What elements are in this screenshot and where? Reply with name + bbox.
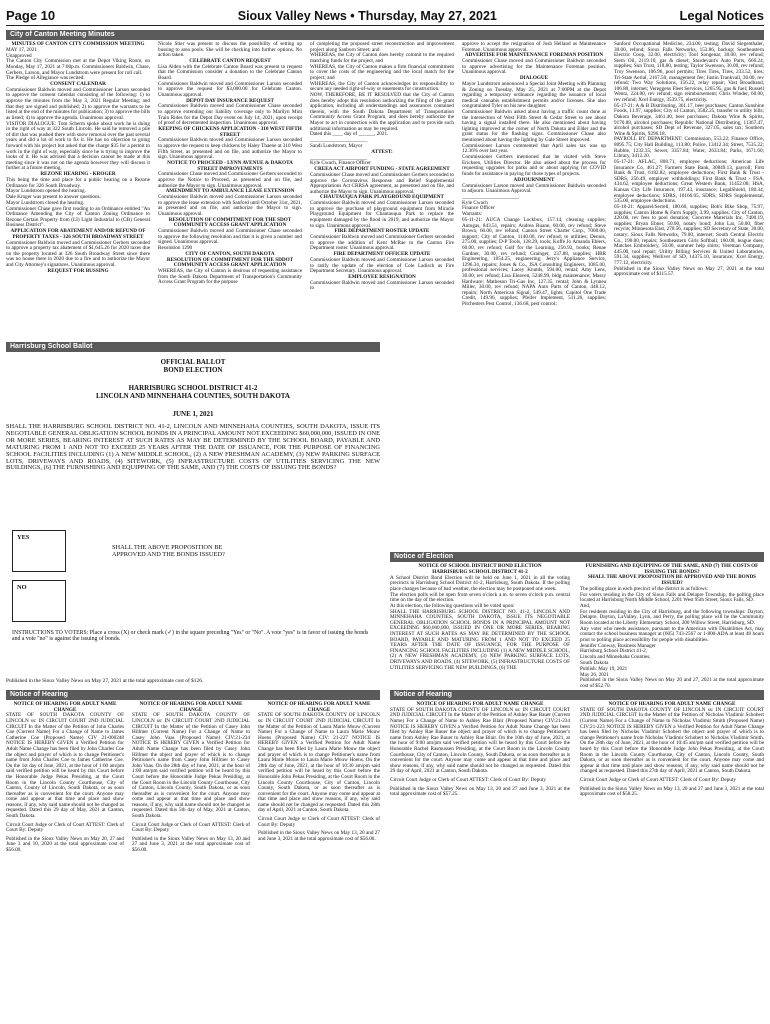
hearing-signature: Circuit Court Judge or Clerk of Court ATTEST: Clerk of Court By: Deputy [6, 821, 124, 834]
ballot-question: SHALL THE ABOVE PROPOSITION BE APPROVED AND THE BONDS ISSUED? [112, 544, 225, 558]
paragraph: WHEREAS, the City of Canton is desirous of requesting assistance from the South Dakota Department of Transportation's Community Access Grant Program for the purpose [158, 267, 302, 286]
hearing-signature: Circuit Court Judge or Clerk of Court ATTEST: Clerk of Court By: Deputy [132, 821, 250, 834]
paragraph: Kyle Cwach, Finance Officer [310, 160, 371, 167]
official-ballot [6, 354, 380, 674]
hearing-title: NOTICE OF HEARING FOR ADULT NAME CHANGE [267, 701, 371, 713]
paragraph: Dated this ____ day of ______, 2021. [310, 131, 389, 138]
hearing-title: NOTICE OF HEARING FOR ADULT NAME CHANGE [608, 701, 736, 707]
hearing-published: Published in the Sioux Valley News on May 13, 20 and 27 and June 3, 2021 at the total approximate cost of $56.00. [132, 835, 250, 854]
paragraph: CELEBRATE CANTON REQUEST [189, 57, 271, 64]
paragraph: Commissioner Baldwin moved and Commissioner Chase seconded to approve the following resolution and that it is given a number and signed. Unanimous approval. [158, 228, 302, 246]
paragraph: Commissioner Baldwin moved and Commissioner Gerbers seconded to approve the addition of Kent McRae to the Canton Fire Department roster. Unanimous approval. [310, 234, 454, 252]
paragraph: CREEA ACT AIRPORT FUNDING - STATE AGREEMENT [314, 166, 450, 173]
paragraph: Commissioner Baldwin moved and Commissioner Larson seconded to approve the lease extension with Sanford until October 31st, 2021, as presented and on file, and authorize the Mayor to sign. Unanimous approval. [158, 194, 302, 217]
paragraph: Published in the Sioux Valley News on May 20 and 27, 2021 at the total approximate cost of $52.70. [580, 677, 764, 689]
yes-checkbox[interactable] [12, 530, 66, 572]
page-number: Page 10 [6, 8, 56, 23]
paragraph: NOTICE OF SCHOOL DISTRICT BOND ELECTION [418, 563, 542, 569]
paragraph: South Dakota [580, 659, 609, 666]
hearing-notice-3 [258, 702, 380, 1020]
paragraph: FIRE DEPARTMENT OFFICER UPDATE [333, 251, 431, 258]
section-title: Legal Notices [679, 8, 764, 23]
paragraph: Lincoln and Minnehaha Counties, [580, 654, 651, 661]
paragraph: APPLICATION FOR ABATEMENT AND/OR REFUND OF PROPERTY TAXES - 326 SOUTH BROADWAY STREET [10, 228, 146, 240]
minutes-column-2 [158, 42, 302, 342]
paragraph: Commissioner Baldwin moved and Commissioner Larson seconded to approve the request to keep chickens by Haley Thaene at 310 West Fifth Street, as presented and on file, and authorize the Mayor to sign. Unanimous approval. [158, 137, 303, 161]
paragraph: ADVERTISE FOR MAINTENANCE FOREMAN POSITION [464, 52, 604, 59]
paragraph: DEPOT DAY INSURANCE REQUEST [186, 97, 274, 104]
paragraph: For residents residing in the City of Harrisburg, and the following townships: Dayton, Delapre, Dayton, LaValley, Lynn, and Perry, the polling place will be the Community Room located at the Liberty Elementary School, 200 Willow Street, Harrisburg, SD. [580, 608, 764, 626]
paragraph: KEEPING OF CHICKENS APPLICATION - 310 WEST FIFTH STREET [158, 126, 302, 138]
paragraph: WHEREAS, the City of Canton makes a firm financial commitment to cover the costs of the engineering and the local match for the project; and [310, 63, 454, 81]
paragraph: Commissioner Baldwin asked about having a traffic count done at the intersection of West Fifth Street & Cedar Street to see about having a signal installed there. He also mentioned about having lighting improved at the corner of North Dakota and Elder and the grant status for the flashing signs. Commissioner Chase also mentioned about having the lighting by Gale Street improved. [462, 109, 606, 144]
paragraph: CITY OF CANTON, SOUTH DAKOTA [185, 250, 275, 257]
paragraph: HARRISBURG SCHOOL DISTRICT 41-2 [432, 568, 528, 575]
hearing-section-bar-right: Notice of Hearing [390, 690, 764, 700]
paragraph: DIALOGUE [519, 75, 549, 82]
paragraph: Resolution 1290 [158, 245, 193, 251]
paragraph: Mayor Lundstrom opened the hearing. [6, 188, 86, 195]
paragraph: Commissioner Chase moved and Commissioner Gerbers seconded to approve the Coronavirus Response and Relief Supplemental Appropriations Act CRRSA agreement, as presented and on file, and authorize the Mayor to sign. Unanimous approval. [310, 171, 454, 195]
hearing-body: STATE OF SOUTH DAKOTA COUNTY OF LINCOLN ss: IN CIRCUIT COURT 2ND JUDICIAL CIRCUIT In the Matter of the Petition of Casey John Hillmer (Current Name) For a Change of Name to Casey John Vaas (Proposed Name) CIV:21-234 NOTICE IS HEREBY GIVEN a Verified Petition for Adult Name Change has been filed by Casey John Hillmer the object and prayer of which is to change Petitioner's name from Casey John Hillmer to Casey John Vaas. On the 28th day of June, 2021, at the hour of 1:00 am/pm said verified petition will be heard by this Court before the Honorable Judge Pekas Presiding, at the Court Room in the Lincoln County Courthouse, City of Canton, Lincoln County, South Dakota, or as soon thereafter as is convenient for the court. Anyone may come and appear at that time and place and show reasons, if any, why said name should not be changed as requested. Dated this 5th day of May, 2021 at Canton, South Dakota. [132, 712, 250, 820]
hearing-title: NOTICE OF HEARING FOR ADULT NAME CHANGE [13, 701, 117, 713]
paragraph: 05-17-21: A & B Distributing, 361.17, beer purchases; Canton Sunshine Foods, 11.97, supplies; City of Canton, 3582.25, transfer to utility bills; Dakota Beverage, 3461.40, beer purchases; Dakota Wine & Spirits, 9170.88, alcohol purchases; Republic National Distributing, 11367.47, alcohol purchases; SD Dept of Revenue, 327.05, sales tax; Southern Wine & Spirits, 9296.18. [614, 102, 764, 137]
paragraph: Commissioner Gerbers mentioned that he visited with Steve Ericksen, Utilities Director. He also asked about the process for requesting upgrades for parks and or about applying for COVID funds for assistance in paying for those types of projects. [462, 154, 606, 177]
paragraph: Commissioner Baldwin moved and Commissioner Gerbers seconded to approve a property tax abatement of $1,645.26 for 2020 taxes due on the property located at 326 South Broadway Street since there was no house there in 2020 due to a fire and to authorize the Mayor and City Attorney's signatures. Unanimous approval. [6, 239, 150, 268]
hearing-signature: Circuit Court Judge or Clerk of Court ATTEST: Clerk of Court By: Deputy [390, 776, 546, 783]
hearing-notice-4 [390, 702, 570, 1020]
newspaper-title: Sioux Valley News • Thursday, May 27, 2021 [237, 9, 497, 23]
paragraph: The election polls will be open from seven o'clock a.m. to seven o'clock p.m. central time on the day of the election. [390, 591, 570, 604]
paragraph: Nicole Stier was present to discuss the possibility of setting up bussing to area pools. She will be checking into further options. No action taken. [158, 41, 302, 59]
paragraph: FIRE DEPARTMENT ROSTER UPDATE [334, 228, 430, 235]
paragraph: REQUEST FOR BUSSING [47, 267, 109, 274]
ballot-date: JUNE 1, 2021 [172, 410, 214, 418]
hearing-notice-5 [580, 702, 764, 1020]
ballot-title: OFFICIAL BALLOT BOND ELECTION [160, 358, 226, 374]
paragraph: ______________________ [462, 193, 520, 200]
paragraph: NOW, THEREFORE, BE IT RESOLVED that the City of Canton does hereby adopt this resolution authorizing the filing of the grant application, including all understandings and assurances contained therein, with the South Dakota Department of Transportation Community Access Grant Program, and does hereby authorize the Mayor to act in connection with the application and to provide such additional information as may be required. [310, 92, 454, 132]
hearing-published: Published in the Sioux Valley News on May 13, 20 and 27 and June 3, 2021 at the total approximate cost of $57.25. [390, 785, 570, 798]
paragraph: Kyle Cwach [462, 199, 488, 206]
minutes-column-1 [6, 42, 150, 342]
paragraph: Commissioner Baldwin moved and Commissioner Larson seconded to approve the purchase of playground equipment from Miracle Playground Equipment for Chautauqua Park to replace the equipment damaged by the flood in 2019, and authorize the Mayor to sign. Unanimous approval. [310, 200, 454, 229]
paragraph: Sanford Occupational Medicine, 234.00, testing; David Siegenthaler, 30.00, refund; Sioux Falls Networks, 153.86, backup; Southeastern Electric Coop, 32.00, electricity; Tool Songenar, 30.00, rev refund; Stern Oil, 2119.10, gas & diesel; Sturdevant's Auto Parts, 666.24, supplies; Sun Trust, 118.80, testing; Taylor Swenson, 30.00, rev refund; Troy Swenson, 106.96, pool permits; Tires Tires, Tires, 233.52, tires; Tri-State Aerial, 2167.50, management fee; Justin Trankvall, 30.00, rev refund; Two Way Solutions, 156.22, relay repair; Vast Broadband, 106.80, internet; Vereggens Fleet Services, 1265.95, gas & fuel; Russell Wentz, 224.00, rev refund; sign reimbursement; Chris Winder, 60.00, rev refund; Xcel Energy, 3539.75, electricity. [614, 41, 764, 103]
paragraph: approve to accept the resignation of Josh Helland as Maintenance Foreman. Unanimous approval. [462, 41, 606, 53]
paragraph: WHEREAS, the City of Canton does hereby commit to the required matching funds for the project, and [310, 52, 454, 64]
voter-instructions: INSTRUCTIONS TO VOTERS: Place a cross (X) or check mark (✓) in the square preceding "Yes" or "No". A vote "yes" is in favor of issuing the bonds and a vote "no" is against the issuing of bonds. [12, 630, 369, 643]
paragraph: ATTEST: [371, 148, 393, 155]
paragraph: Any voter who needs assistance, pursuant to the American with Disabilities Act, may contact the school business manager at (605) 743-2567 or 1-800-ADA at least 48 hours prior to polling place accessibility for people with disabilities. [580, 625, 764, 643]
paragraph: Warrants: [462, 211, 483, 218]
paragraph: Sandi Lundstrom, Mayor [310, 143, 363, 149]
paragraph: May 26, 2021 [580, 671, 609, 678]
paragraph: WHEREAS, the City of Canton acknowledges its responsibility to secure any needed right-of-way or easements for construction. [310, 80, 454, 93]
hearing-title: NOTICE OF HEARING FOR ADULT NAME CHANGE [139, 701, 243, 713]
ballot-vote-area [12, 530, 374, 643]
hearing-signature: Circuit Court Judge or Clerk of Court ATTEST: Clerk of Court By: Deputy [580, 776, 736, 783]
minutes-section-bar: City of Canton Meeting Minutes [6, 30, 764, 40]
paragraph: EMPLOYEE RESIGNATION [348, 273, 416, 280]
no-checkbox[interactable] [12, 580, 66, 622]
paragraph: Commissioner Baldwin moved and Commissioner Larson seconded to approve the request for $3,000.00 for Celebrate Canton. Unanimous approval. [158, 80, 302, 98]
paragraph: Unapproved [6, 52, 32, 59]
paragraph: Commissioner Baldwin moved and Commissioner Larson seconded to [310, 279, 454, 292]
paragraph: Publish: May 19, 2021 [580, 665, 628, 672]
paragraph: 05-18-21: Apparel/Serrell, 180.60, supplies; Bob's Bike Shop, 75.97, supplies; Canton Home & Farm Supply, 3.99, supplies; City of Canton, 420.00, rev fees to pool donation; Concrete Materials Inc, 7400.19, supplies; Bryan Ebner, 50.00, notary bond; John Lar, 50.00, fiber recycle; Minnesota East, 278.56, supplies; SD Secretary of State, 30.00, notary; Sioux Falls Networks, 79.00, internet; South Central Electric Co., 190.00, repairs; Southeastern Girls Softball, 160.00, league dues; Matches Embroidery, 50.00, summer help shirts; Vereman Company, 445.00, tool repair; Utility Billing Services & United Laboratories, 591.34, supplies; Welliver of SD, 14375.10, insurance; Xcel Energy, 777.12, electricity. [614, 203, 764, 266]
paragraph: PAYROLL BY DEPARTMENT: Commission, 553.22; Finance Office, 8095.75; City Hall Building, 113.80; Police, 13412.34; Street, 7535.22; Rubble, 1232.35; Sewer, 3357.84; Water, 2633.84; Parks, 1671.60; Library, 3412.20. [614, 136, 764, 160]
paragraph: REZONE HEARING - KROGER [40, 171, 116, 178]
election-column-2 [580, 563, 764, 689]
paragraph: CONSENT CALENDAR [50, 81, 106, 88]
paragraph: 05-11-21: AUCA Change Lockbox, 157.14, cleaning supplies; Autogas, 843.51, repairs; Andrea Ruane, 60.00, rev refund; Steve Brown, 60.00, rev refund; Canton Street Charter Corp., 7000.00, support; City of Canton, 1140.00, rev refund; to utilities; Dennis, 275.00, supplies; D-P Tools, 128.29, tools; Koffe Jo Amanda Ehlers, 60.00, rev refund; Golf for the Learning, 256.92, books; Renae Gardner, 30.00, rev refund; Grainger, 237.88, supplies; HBR Engineering, 1054.25, engineering; Jerry's Appliance Service, 1296.34, repairs; Jones & Co., JSA Consulting Engineers, 1085.00, professional services; Lacey Knutds, 594.00, rental; Amy Lens, 30.00, rev refund; Lisa Eleaven, 5248.99, bldg maintenance; Massy Hardware; Matheson Tri-Gas Inc, 127.35, rental; John & Lynnea Miller, 30.00, rev refund; NAPA Auto Parts of Canton, 448.12, repairs; North American Signal, 549.47, lights; Capitol One Trade Credit, 149.96, supplies; Pfeifer Implement, 511.26, supplies; Pitchesters Pest Control, 136.68, pest control; [462, 217, 606, 307]
paragraph: Dale Kroger was present to answer questions. [6, 194, 101, 201]
paragraph: For voters residing in the City of Sioux Falls and Delapre Township, the polling place located at Harrisburg North Middle School, 2201 West 95th Street, Sioux Falls, SD. [580, 591, 764, 604]
paragraph: FURNISHING AND EQUIPPING OF THE SAME, AND (7) THE COSTS OF ISSUING THE BONDS? [585, 563, 759, 575]
paragraph: Jennifer Conway, Business Manager [580, 642, 656, 649]
paragraph: Mayor Lundstrom closed the hearing. [6, 199, 85, 206]
hearing-body: STATE OF SOUTH DAKOTA COUNTY OF LINCOLN ss: IN CIRCUIT COURT 2ND JUDICIAL CIRCUIT In the Matter of the Petition of Laura Marie Mouw (Current Name) For a Change of Name to Laura Marie Mouw Hoens (Proposed Name) CIV: 21-227 NOTICE IS HEREBY GIVEN a Verified Petition for Adult Name Change has been filed by Laura Marie Mouw the object and prayer of which is to change Petitioner's name from Laura Marie Mouw to Laura Marie Mouw Hoens. On the 28th day of June, 2021, at the hour of 10:30 am/pm said verified petition will be heard by this Court before the Honorable John Pekas Presiding, at the Court Room in the Lincoln County Courthouse, City of Canton, Lincoln County, South Dakota, or as soon thereafter as is convenient for the court. Anyone may come and appear at that time and place and show reasons, if any, why said name should not be changed as requested. Dated this 28th day of April, 2021 at Canton, South Dakota. [258, 712, 380, 814]
paragraph: Finance Officer [462, 205, 495, 212]
yes-label: YES [17, 534, 30, 541]
paragraph: Harrisburg School District 41-2, [580, 648, 648, 655]
paragraph: The polling place in each precinct of the district is as follows: [580, 585, 709, 592]
hearing-body: STATE OF SOUTH DAKOTA COUNTY OF LINCOLN ss: IN CIRCUIT COURT 2ND JUDICIAL CIRCUIT In the Matter of the Petition of Ashley Rae Bauer (Current Name) For a Change of Name to Ashley Rae Blair (Proposed Name) CIV:21-234 NOTICE IS HEREBY GIVEN a Verified Petition for Adult Name Change has been filed by Ashley Rae Bauer the object and prayer of which is to change Petitioner's name from Ashley Rae Bauer to Ashley Rae Blair. On the 10th day of June, 2021, at the hour of 9:00 am/pm said verified petition will be heard by this Court before the Honorable Rachel Rasmussen Presiding, at the Court Room in the Lincoln County Courthouse, City of Canton, Lincoln County, South Dakota, or as soon thereafter as is convenient for the court. Anyone may come and appear at that time and place and show reasons, if any, why said name should not be changed as requested. Dated this 29 day of April, 2021 at Canton, South Dakota. [390, 706, 570, 775]
minutes-column-3 [310, 42, 454, 342]
hearing-body: STATE OF SOUTH DAKOTA COUNTY OF LINCOLN ss: IN CIRCUIT COURT 2ND JUDICIAL CIRCUIT In the Matter of the Petition of John Charles Coe (Current Name) For a Change of Name to James Catherine Coe (Proposed Name) CIV 21-000248 NOTICE IS HEREBY GIVEN a Verified Petition for Adult Name Change has been filed by John Charles Coe the object and prayer of which is to change Petitioner's name from John Charles Coe to James Catherine Coe. On the 1st day of June, 2021, at the hour of 1:00 am/pm said verified petition will be heard by this Court before the Honorable Judge Pekas Presiding, at the Court Room in the Lincoln County Courthouse, City of Canton, County of Lincoln, South Dakota, or as soon thereafter as is convenient for the court. Anyone may come and appear at that time and place and show reasons, if any, why said name should not be changed as requested. Dated this 29 day of May, 2021 at Canton, South Dakota. [6, 712, 124, 820]
paragraph: 05-17-21: AFLAC, 808.71, employee deductions; American Life Insurance Co, 461.27; Farmers State Bank, 30849.13, payroll; First Bank & Trust, 6182.82, employee deductions; First Bank & Trust - SDRS, 256.49, employer withholdings; First Bank & Trust - FSA, 434.62, employee deductions; Great Western Bank, 11452.00; HSA, Kansas City Life Insurance, 197.43, insurance; LegalShield, 180.34, employee deductions; SDRS, 10166.05, SDRS; SDRS Supplemental, 535.00, employee deductions. [614, 159, 764, 205]
hearing-title: NOTICE OF HEARING FOR ADULT NAME CHANGE [416, 701, 544, 707]
masthead [6, 4, 764, 26]
election-column-1 [390, 564, 570, 684]
minutes-column-4 [462, 42, 606, 342]
paragraph: The Pledge of Allegiance was recited. [6, 75, 85, 82]
paragraph: Mayor Lundstrom announced a Special Joint Meeting with Planning & Zoning on Tuesday, May 25, 2021 at 7:00PM at the Depot regarding a temporary ordinance regarding the issuance of local medical cannabis establishment permits and/or licenses. She also congratulated Tyler on his new daughter. [462, 80, 606, 110]
paragraph: Commissioner Larson moved and Commissioner Baldwin seconded to adjourn. Unanimous Approval. [462, 182, 606, 195]
paragraph: The Canton City Commission met at the Depot Viking Room, on Monday, May 17, 2021 at 7:00p.m. Commissioners Baldwin, Chase, Gerbers, Larson, and Mayor Lundstrom were present for roll call. [6, 58, 150, 76]
hearing-published: Published in the Sioux Valley News on May 13, 20 and 27 and June 3, 2021 at the total approximate cost of $56.00. [258, 830, 380, 842]
ballot-proposition: SHALL THE HARRISBURG SCHOOL DISTRICT NO. 41-2, LINCOLN AND MINNEHAHA COUNTIES, SOUTH DAKOTA, ISSUE ITS NEGOTIABLE GENERAL OBLIGATION SCHOOL BONDS IN A PRINCIPAL AMOUNT NOT EXCEEDING $60,000,000, ISSUED IN ONE OR MORE SERIES, BEARING INTEREST AT SUCH RATES AS MAY BE DETERMINED BY THE SCHOOL BOARD, PAYABLE AND MATURING FROM 1 AND NOT TO EXCEED 25 YEARS AFTER THE DATE OF ISSUANCE, FOR THE PURPOSE OF FINANCING SCHOOL FACILITIES INCLUDING (1) A NEW MIDDLE SCHOOL, (2) A NEW FRESHMAN ACADEMY, (3) NEW PARKING SURFACE LOTS, DRIVEWAYS AND ROADS, (4) SITEWORK, (5) INFRASTRUCTURE COSTS OF UTILITIES SERVICING THE NEW BUILDINGS, (6) THE FURNISHING AND EQUIPPING OF THE SAME, AND (7) THE COSTS OF ISSUING THE BONDS? [6, 423, 380, 472]
election-section-bar: Notice of Election [390, 552, 764, 562]
hearing-section-bar-left: Notice of Hearing [6, 690, 380, 700]
paragraph: Commissioner Baldwin moved and Commissioner Chase seconded to approve extending our liability coverage only to Marilyn Mini Train Rides for the Depot Day event on July 14, 2021, upon receipt of proof of decremented inspection. Unanimous approval. [158, 103, 302, 127]
hearing-published: Published in the Sioux Valley News on May 20, 27 and June 3 and 10, 2020 at the total approximate cost of $56.00. [6, 835, 124, 854]
hearing-body: STATE OF SOUTH DAKOTA COUNTY OF LINCOLN ss: IN CIRCUIT COURT 2ND JUDICIAL CIRCUIT In the Matter of the Petition of Nicholas Vladimir Schobert (Current Name) For a Change of Name to Nicholas Vladimir Smith (Proposed Name) CIV:21-223 NOTICE IS HEREBY GIVEN a Verified Petition for Adult Name Change has been filed by Nicholas Vladimir Schobert the object and prayer of which is to change Petitioner's name from Nicholas Vladimir Schobert to Nicholas Vladimir Smith. On the 28th day of June, 2021, at the hour of 10:45 am/pm said verified petition will be heard by this Court before the Honorable Judge John Pekas Presiding, at the Court Room in the Lincoln County Courthouse, City of Canton, Lincoln County, South Dakota, or as soon thereafter as is convenient for the court. Anyone may come and appear at that time and place and show reasons, if any, why said name should not be changed as requested. Dated this 27th day of April, 2021 at Canton, South Dakota. [580, 706, 764, 775]
paragraph: RESOLUTION OF COMMITMENT FOR THE SDDOT COMMUNITY ACCESS GRANT APPLICATION [166, 256, 294, 269]
paragraph: Commissioner Chase gave first reading to an Ordinance entitled "An Ordinance Amending the City of Canton Zoning Ordinance to Rezone Certain Property from (LI) Light Industrial to (GB) General Business District". [6, 205, 150, 229]
ballot-published: Published in the Sioux Valley News on May 27, 2021 at the total approximate cost of $126. [6, 678, 204, 684]
minutes-column-5 [614, 42, 764, 342]
paragraph: NOTICE TO PROCEED - LYNN AVENUE & DAKOTA STREET IMPROVEMENTS [167, 159, 293, 172]
paragraph: Commissioner Chase moved and Commissioner Baldwin seconded to approve advertising for the Maintenance Foreman position. Unanimous approval. [462, 58, 606, 76]
no-label: NO [17, 584, 27, 591]
paragraph: CHAUTAUQUA PARK PLAYGROUND EQUIPMENT [320, 194, 444, 201]
paragraph: ADJOURNMENT [513, 176, 555, 183]
ballot-section-bar: Harrisburg School Ballot [6, 342, 380, 352]
paragraph: Commissioner Baldwin moved and Commissioner Larson seconded to ratify the update of the election of Cole Ladisch as Fire Department Secretary. Unanimous approval. [310, 256, 454, 275]
paragraph: Lisa Alden with the Celebrate Canton Board was present to request that the Commission consider a donation to the Celebrate Canton Board. [158, 63, 302, 81]
hearing-notice-2 [132, 702, 250, 1020]
ballot-district: HARRISBURG SCHOOL DISTRICT 41-2 LINCOLN AND MINNEHAHA COUNTIES, SOUTH DAKOTA [96, 384, 290, 400]
paragraph: ______________________ [310, 137, 368, 144]
paragraph: ______________________ [310, 154, 368, 161]
paragraph: And, [580, 602, 591, 609]
paragraph: MAY 17, 2021 [6, 46, 37, 53]
paragraph: MINUTES OF CANTON CITY COMMISSION MEETING [11, 41, 145, 47]
paragraph: SHALL THE ABOVE PROPOSITION BE APPROVED AND THE BONDS ISSUED? [587, 574, 757, 586]
paragraph: A School District Bond Election will be held on June 1, 2021 in all the voting precincts in Harrisburg School District 41-2, Harrisburg, South Dakota. If the polling place changes because of bad weather, the election may be postponed one week. [390, 574, 570, 592]
hearing-published: Published in the Sioux Valley News on May 13, 20 and 27 and June 3, 2021 at the total approximate cost of $58.25. [580, 785, 764, 798]
paragraph: Commissioner Chase moved and Commissioner Gerbers seconded to approve the Notice to Proceed, as presented and on file, and authorize the Mayor to sign. Unanimous approval. [158, 171, 302, 189]
paragraph: Published in the Sioux Valley News on May 27, 2021 at the total approximate cost of $115.57. [614, 265, 764, 278]
hearing-notice-1 [6, 702, 124, 1020]
paragraph: At this election, the following questions will be voted upon: [390, 602, 515, 609]
paragraph: Commissioner Larson commented that April sales tax was up 12.36% over last year. [462, 142, 606, 155]
paragraph: SHALL THE HARRISBURG SCHOOL DISTRICT NO. 41-2, LINCOLN AND MINNEHAHA COUNTIES, SOUTH DAKOTA, ISSUE ITS NEGOTIABLE GENERAL OBLIGATION SCHOOL BONDS IN A PRINCIPAL AMOUNT NOT EXCEEDING $60,000,000, ISSUED IN ONE OR MORE SERIES, BEARING INTEREST AT SUCH RATES AS MAY BE DETERMINED BY THE SCHOOL BOARD, PAYABLE AND MATURING FROM 1 AND NOT TO EXCEED 25 YEARS AFTER THE DATE OF ISSUANCE, FOR THE PURPOSE OF FINANCING SCHOOL FACILITIES INCLUDING (1) A NEW MIDDLE SCHOOL, (2) A NEW FRESHMAN ACADEMY, (3) NEW PARKING SURFACE LOTS, DRIVEWAYS AND ROADS, (4) SITEWORK, (5) INFRASTRUCTURE COSTS OF UTILITIES SERVICING THE NEW BUILDINGS, (6) THE [390, 608, 570, 671]
hearing-signature: Circuit Court Judge or Clerk of Court ATTEST: Clerk of Court By: Deputy [258, 816, 380, 828]
paragraph: RESOLUTION OF COMMITMENT FOR THE SDOT COMMUNITY ACCESS GRANT APPLICATION [168, 216, 292, 229]
paragraph: This being the time and place for a public hearing on a Rezone Ordinance for 326 South Broadway. [6, 176, 150, 189]
paragraph: VISITOR DIALOGUE: Tom Scherm spoke about work he is doing in the right of way at 322 South Lincoln. He said he removed a pile of dirt that was pushed there with snow removal over the past several years and did a lot of work to fix it. He has no objection to going forward with his project but asked that the charge $35 for a permit to work in the right of way, especially since he is trying to improve the looks of it. He was advised that a decision cannot be made at this meeting since it was not on the agenda however they will discuss it further at a future meeting. [6, 120, 150, 172]
paragraph: AMENDMENT TO AMBULANCE LEASE EXTENSION [165, 188, 295, 195]
paragraph: Commissioner Baldwin moved and Commissioner Larson seconded to approve the consent calendar consisting of the following: 1) to approve the minutes from the May 3, 2021 Regular Meeting; and that they are signed and published; 2) to approve the warrants to be listed at the end of the minutes for publication; 3) to approve the bills as listed; 4) to approve the agenda. Unanimous approval. [6, 86, 150, 121]
paragraph: of completing the proposed street reconstruction and improvement project along Sanborn Street; and [310, 41, 454, 53]
